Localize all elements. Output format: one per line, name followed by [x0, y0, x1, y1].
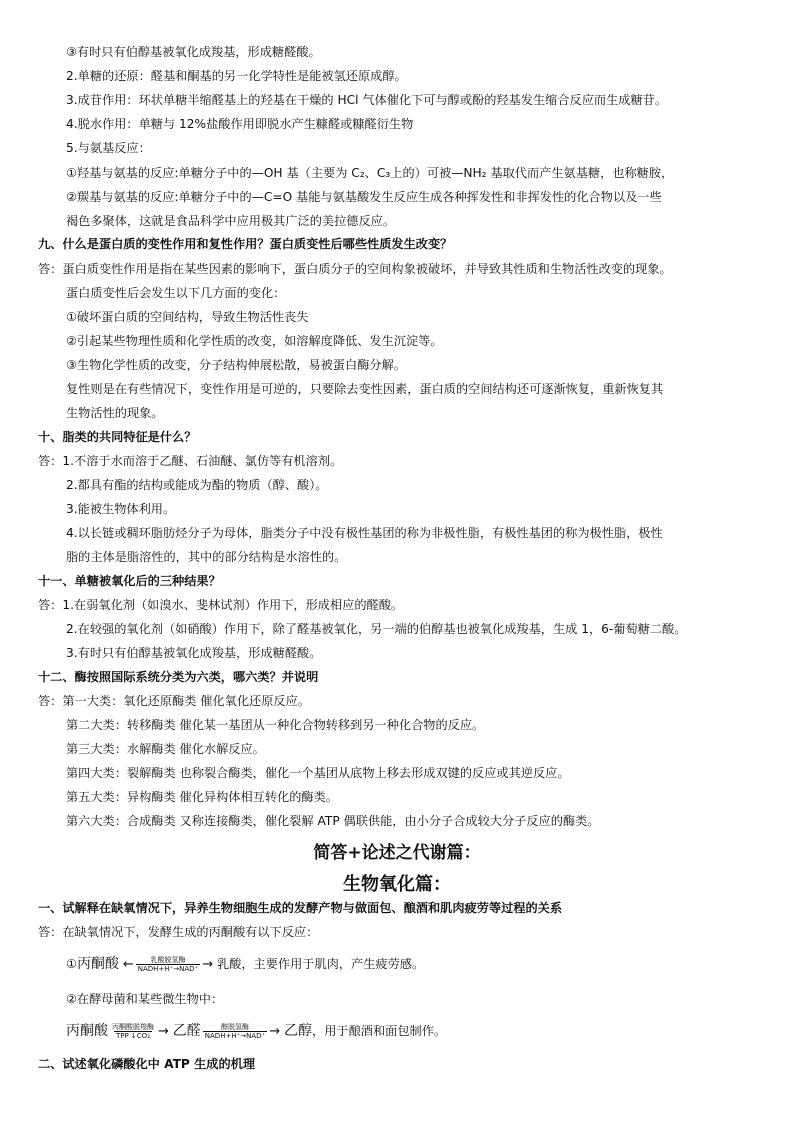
section-subheading: 生物氧化篇： — [343, 874, 451, 895]
equation-ethanol — [66, 1020, 446, 1043]
answer-line: 答：1.不溶于水而溶于乙醚、石油醚、氯仿等有机溶剂。 — [38, 454, 343, 468]
text-line: ②引起某些物理性质和化学性质的改变，如溶解度降低、发生沉淀等。 — [66, 334, 443, 348]
question-heading: 十一、单糖被氧化后的三种结果？ — [38, 574, 221, 588]
question-heading: 十二、酶按照国际系统分类为六类，哪六类？并说明 — [38, 670, 319, 684]
question-heading: 二、试述氧化磷酸化中 ATP 生成的机理 — [38, 1057, 256, 1071]
text-line: 复性则是在有些情况下，变性作用是可逆的，只要除去变性因素，蛋白质的空间结构还可逐渐恢复，重新恢复其 — [66, 382, 664, 396]
circled-number: ① — [66, 957, 77, 971]
text-line: 第六大类：合成酶类 又称连接酶类，催化裂解 ATP 偶联供能，由小分子合成较大分子反应的酶类。 — [66, 814, 600, 828]
section-heading: 简答+论述之代谢篇： — [313, 843, 481, 863]
text-line: 褐色多聚体，这就是食品科学中应用极其广泛的美拉德反应。 — [66, 214, 396, 228]
text-line: 生物活性的现象。 — [66, 406, 164, 420]
text-line: ③生物化学性质的改变，分子结构伸展松散，易被蛋白酶分解。 — [66, 358, 406, 372]
equation-note: ，用于酿酒和面包制作。 — [312, 1024, 447, 1038]
question-heading: 十、脂类的共同特征是什么？ — [38, 430, 197, 444]
text-line: ②在酵母菌和某些微生物中： — [66, 992, 224, 1006]
text-line: 蛋白质变性后会发生以下几方面的变化： — [66, 286, 286, 300]
ethanol-label: 乙醇 — [284, 1023, 313, 1039]
left-arrow-icon: ← — [122, 957, 134, 972]
text-line: ②羰基与氨基的反应:单糖分子中的—C=O 基能与氨基酸发生反应生成各种挥发性和非挥发性的化合物以及一些 — [66, 190, 662, 204]
enzyme-label: 丙酮酸脱羧酶 — [112, 1023, 154, 1031]
answer-line: 答：在缺氧情况下，发酵生成的丙酮酸有以下反应： — [38, 925, 319, 939]
text-line: 第五大类：异构酶类 催化异构体相互转化的酶类。 — [66, 790, 338, 804]
text-line: 第二大类：转移酶类 催化某一基团从一种化合物转移到另一种化合物的反应。 — [66, 718, 485, 732]
text-line: 4.脱水作用：单糖与 12%盐酸作用即脱水产生糠醛或糠醛衍生物 — [66, 117, 414, 131]
text-line: 5.与氨基反应： — [66, 141, 151, 155]
acetaldehyde-label: 乙醛 — [172, 1023, 201, 1039]
question-heading: 九、什么是蛋白质的变性作用和复性作用？蛋白质变性后哪些性质发生改变？ — [38, 237, 453, 251]
product-label: 乳酸 — [216, 957, 242, 971]
right-arrow-icon: → — [202, 957, 214, 972]
cofactor-label: NADH+H⁺→NAD⁺ — [204, 1032, 266, 1040]
right-arrow-icon: → — [158, 1024, 169, 1039]
text-line: 3.有时只有伯醇基被氧化成羧基，形成糖醛酸。 — [66, 646, 322, 660]
text-line: ①羟基与氨基的反应:单糖分子中的—OH 基（主要为 C₂、C₃上的）可被—NH₂ 基取代而产生氨基糖，也称糖胺， — [66, 166, 674, 180]
answer-line: 答：第一大类：氧化还原酶类 催化氧化还原反应。 — [38, 694, 310, 708]
question-heading: 一、试解释在缺氧情况下，异养生物细胞生成的发酵产物与做面包、酿酒和肌肉疲劳等过程的关系 — [38, 901, 563, 915]
reaction-condition — [136, 956, 200, 973]
text-line: 2.在较强的氧化剂（如硝酸）作用下，除了醛基被氧化，另一端的伯醇基也被氧化成羧基，生成 1，6-葡萄糖二酸。 — [66, 622, 687, 636]
answer-line: 答：1.在弱氧化剂（如溴水、斐林试剂）作用下，形成相应的醛酸。 — [38, 598, 404, 612]
cofactor-label: NADH+H⁺→NAD⁺ — [137, 965, 199, 973]
cofactor-label: TPP ↓CO₂ — [115, 1032, 150, 1040]
reaction-condition — [110, 1023, 156, 1040]
enzyme-label: 乳酸脱氢酶 — [150, 956, 186, 964]
text-line: 第四大类：裂解酶类 也称裂合酶类，催化一个基团从底物上移去形成双键的反应或其逆反应。 — [66, 766, 570, 780]
text-line: 2.单糖的还原：醛基和酮基的另一化学特性是能被氢还原成醇。 — [66, 69, 407, 83]
answer-line: 答：蛋白质变性作用是指在某些因素的影响下，蛋白质分子的空间构象被破坏，并导致其性质和生物活性改变的现象。 — [38, 262, 672, 276]
text-line: 3.能被生物体利用。 — [66, 502, 176, 516]
text-line: 第三大类：水解酶类 催化水解反应。 — [66, 742, 265, 756]
text-line: ①破坏蛋白质的空间结构，导致生物活性丧失 — [66, 310, 309, 324]
text-line: 2.都具有酯的结构或能成为酯的物质（醇、酸）。 — [66, 478, 328, 492]
reaction-condition — [203, 1023, 267, 1040]
enzyme-label: 醇脱氢酶 — [221, 1023, 250, 1031]
text-line: 4.以长链或稠环脂肪烃分子为母体，脂类分子中没有极性基团的称为非极性脂，有极性基团的称为极性脂，极性 — [66, 526, 663, 540]
pyruvate-label: 丙酮酸 — [66, 1023, 108, 1039]
pyruvate-label: 丙酮酸 — [76, 956, 119, 972]
text-line: ③有时只有伯醇基被氧化成羧基，形成糖醛酸。 — [66, 45, 321, 59]
text-line: 3.成苷作用：环状单糖半缩醛基上的羟基在干燥的 HCl 气体催化下可与醇或酚的羟基发生缩合反应而生成糖苷。 — [66, 93, 668, 107]
text-line: 脂的主体是脂溶性的，其中的部分结构是水溶性的。 — [66, 550, 347, 564]
right-arrow-icon: → — [269, 1024, 281, 1039]
equation-lactate — [66, 953, 424, 976]
equation-note: ，主要作用于肌肉，产生疲劳感。 — [241, 957, 425, 971]
